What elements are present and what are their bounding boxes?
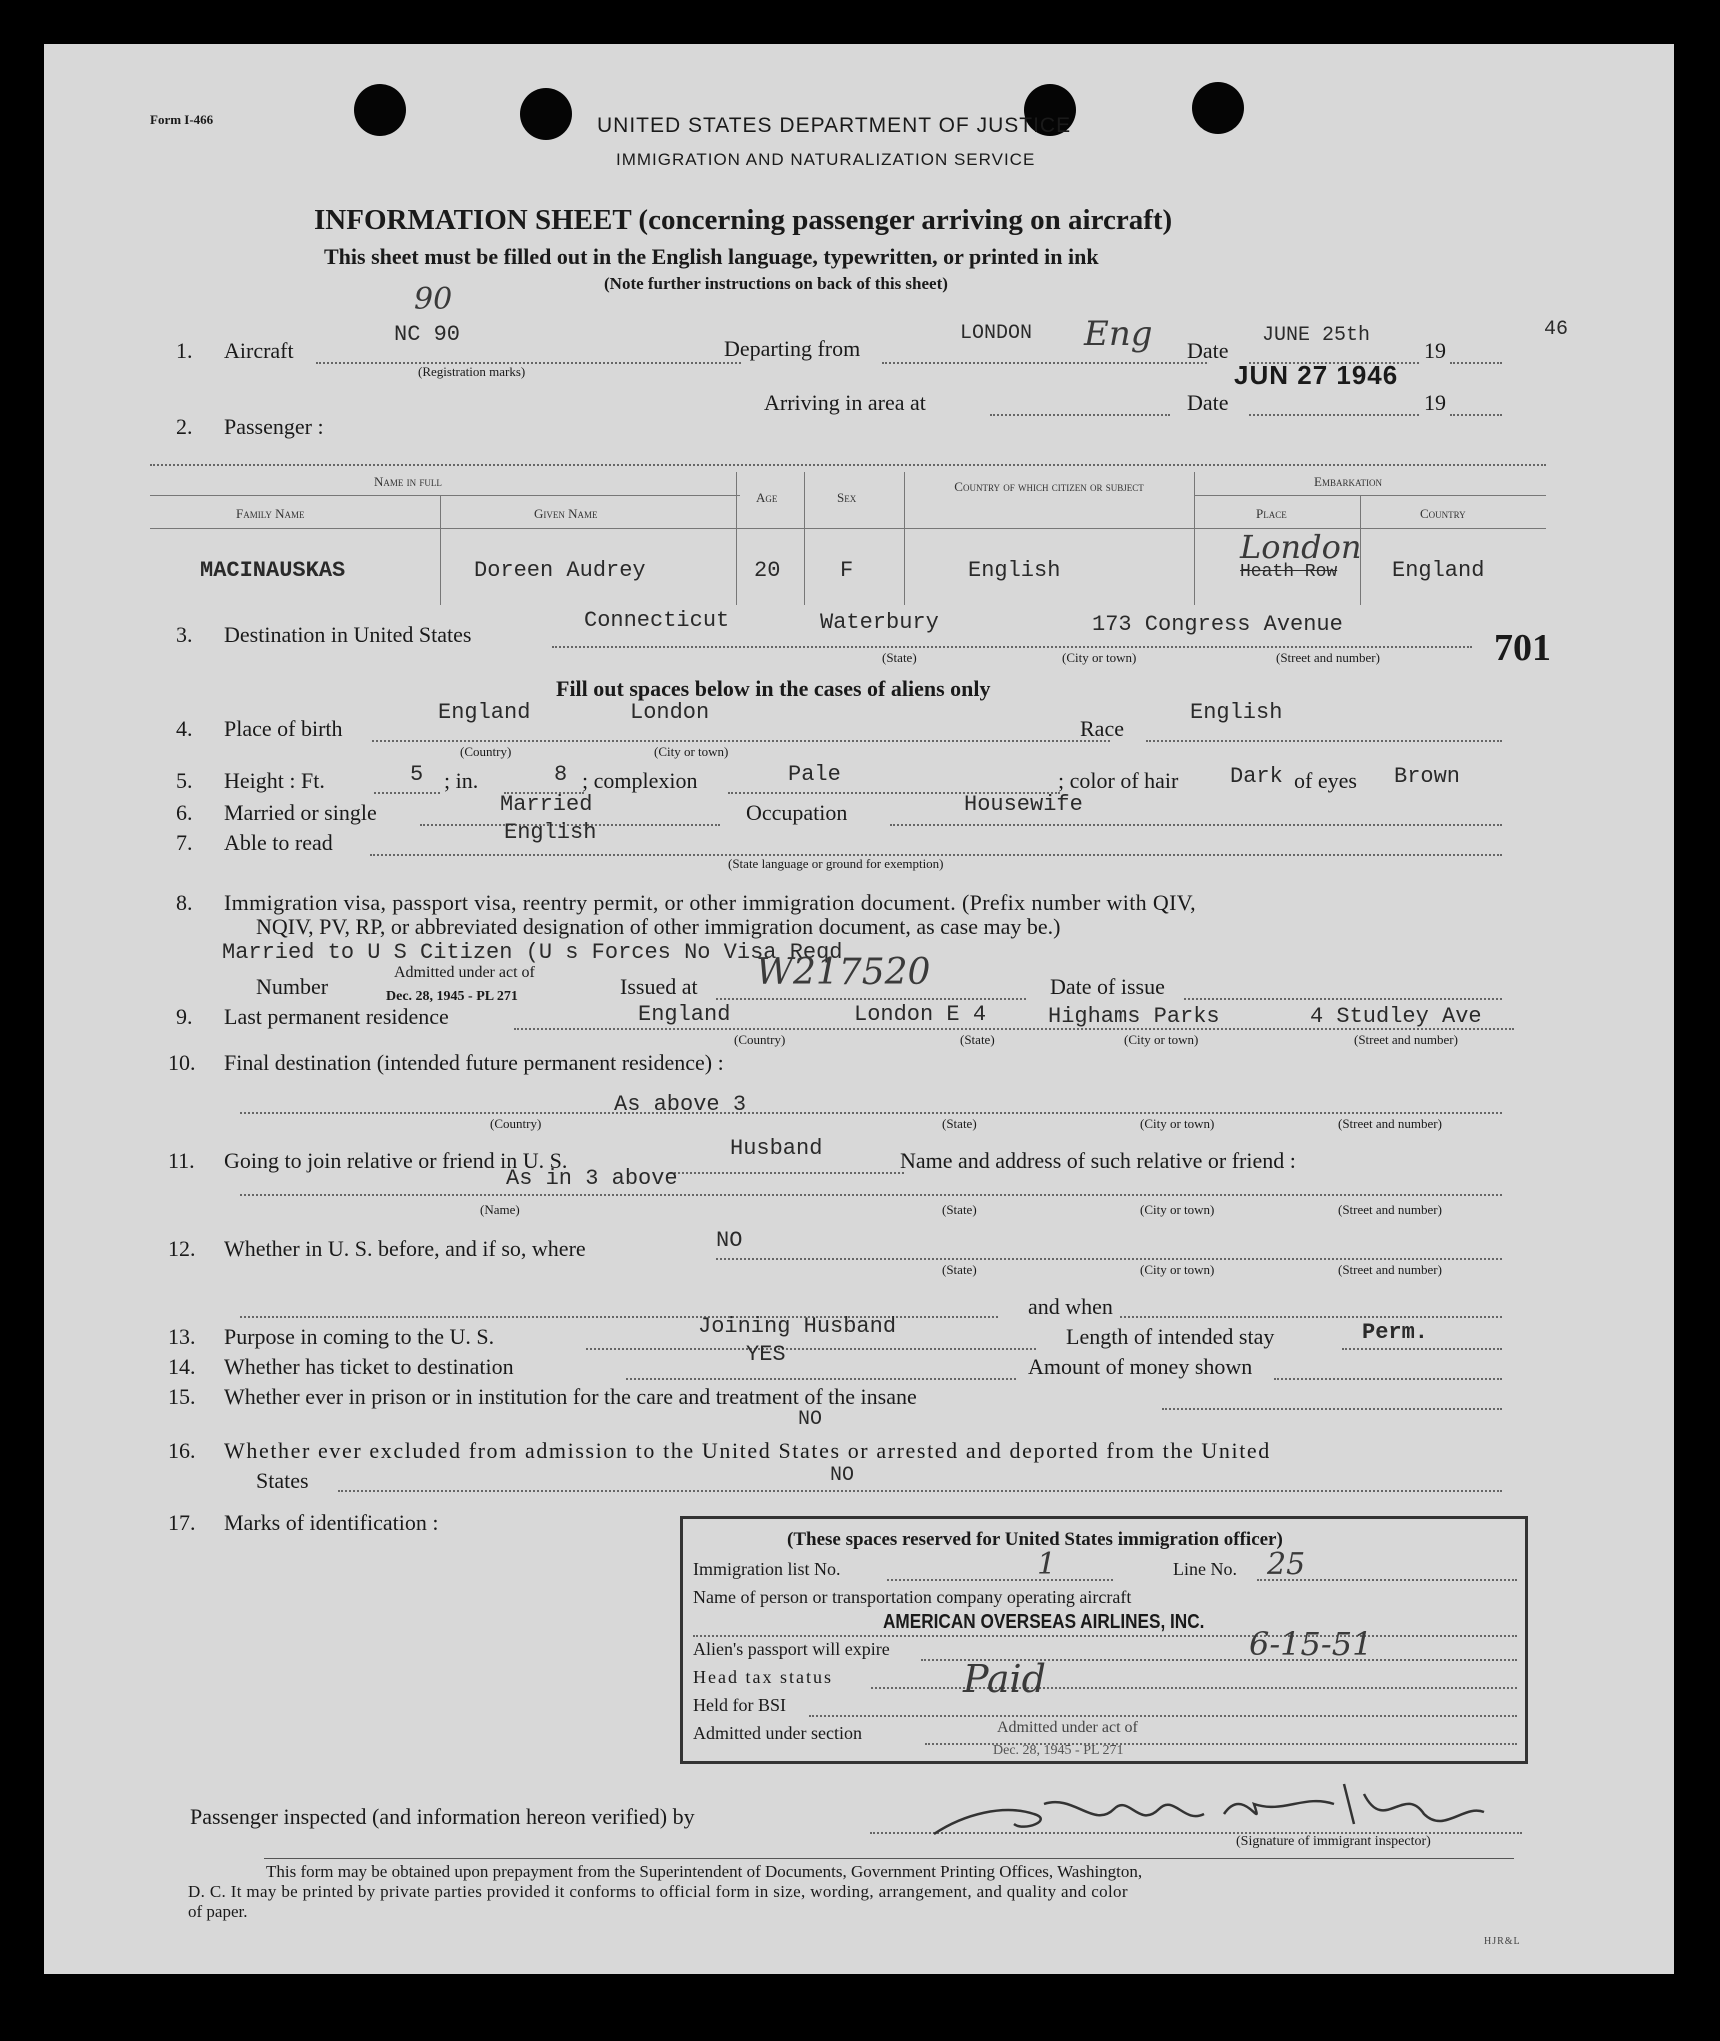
destination-label: Destination in United States <box>224 622 472 647</box>
header-age: Age <box>756 490 778 505</box>
aliens-only-note: Fill out spaces below in the cases of aliens only <box>556 676 991 701</box>
departing-value: LONDON <box>960 322 1033 345</box>
occupation-label: Occupation <box>746 800 848 825</box>
residence-street-caption: (Street and number) <box>1354 1032 1458 1047</box>
q17-number: 17. <box>168 1510 196 1535</box>
excluded-label-2: States <box>256 1468 309 1493</box>
immigration-list-line <box>887 1579 1113 1581</box>
q8-text-line2: NQIV, PV, RP, or abbreviated designation of other immigration document, as case may be.) <box>256 914 1061 939</box>
destination-state: Connecticut <box>584 608 730 633</box>
date-issue-label: Date of issue <box>1050 974 1165 999</box>
read-label: Able to read <box>224 830 333 855</box>
relative-street-caption: (Street and number) <box>1338 1202 1442 1217</box>
birthplace-line <box>372 740 1110 742</box>
q1-number: 1. <box>176 338 193 363</box>
q8-number: 8. <box>176 890 193 915</box>
admitted-section-label: Admitted under section <box>693 1723 862 1743</box>
footer-line-1: This form may be obtained upon prepayment from the Superintendent of Documents, Government Printing Offices, Washington, <box>266 1862 1143 1881</box>
before-street-caption: (Street and number) <box>1338 1262 1442 1277</box>
col-rule-1 <box>440 495 441 605</box>
embark-place-value: Heath Row <box>1240 562 1338 582</box>
embark-place-handwritten: London <box>1240 528 1362 566</box>
registration-caption: (Registration marks) <box>418 364 526 379</box>
departing-line <box>882 362 1207 364</box>
birth-country-caption: (Country) <box>460 744 512 759</box>
q3-number: 3. <box>176 622 193 647</box>
col-rule-4 <box>904 472 905 605</box>
age-value: 20 <box>754 558 781 583</box>
family-name-value: MACINAUSKAS <box>200 558 346 583</box>
married-label: Married or single <box>224 800 377 825</box>
officer-box-title: (These spaces reserved for United States immigration officer) <box>787 1529 1283 1550</box>
issued-at-handwritten: W217520 <box>756 952 931 993</box>
q15-number: 15. <box>168 1384 196 1409</box>
relative-line <box>240 1194 1502 1196</box>
birth-country: England <box>438 700 531 725</box>
aircraft-line <box>316 362 741 364</box>
height-ft-line <box>374 792 440 794</box>
punch-hole-4 <box>1192 82 1244 134</box>
q14-number: 14. <box>168 1354 196 1379</box>
destination-street: 173 Congress Avenue <box>1092 612 1343 637</box>
col-rule-5 <box>1194 472 1195 605</box>
destination-city-caption: (City or town) <box>1062 650 1137 665</box>
join-line <box>670 1172 904 1174</box>
final-destination-value: As above 3 <box>614 1092 747 1117</box>
col-rule-3 <box>804 472 805 605</box>
occupation-line <box>890 824 1502 826</box>
printer-mark: HJR&L <box>1484 1936 1521 1947</box>
prison-line <box>1162 1408 1502 1410</box>
relative-value: As in 3 above <box>506 1166 678 1191</box>
when-line <box>1120 1316 1502 1318</box>
operator-value: AMERICAN OVERSEAS AIRLINES, INC. <box>883 1611 1205 1633</box>
punch-hole-1 <box>354 84 406 136</box>
date-label: Date <box>1187 338 1229 363</box>
instructions-note: (Note further instructions on back of this sheet) <box>604 274 948 293</box>
before-city-caption: (City or town) <box>1140 1262 1215 1277</box>
name-subheader-rule <box>150 495 740 496</box>
bsi-label: Held for BSI <box>693 1695 786 1715</box>
occupation-value: Housewife <box>964 792 1083 817</box>
footer-rule <box>264 1858 1514 1859</box>
eyes-label: of eyes <box>1294 768 1357 793</box>
before-value: NO <box>716 1228 743 1253</box>
q5-number: 5. <box>176 768 193 793</box>
complexion-value: Pale <box>788 762 841 787</box>
immigration-list-value: 1 <box>1037 1547 1057 1582</box>
relative-city-caption: (City or town) <box>1140 1202 1215 1217</box>
departing-handwritten: Eng <box>1084 314 1153 354</box>
before-line <box>716 1258 1502 1260</box>
date-value: JUNE 25th <box>1262 324 1371 347</box>
q9-number: 9. <box>176 1004 193 1029</box>
admitted-stamp-2: Dec. 28, 1945 - PL 271 <box>386 989 518 1004</box>
year-value: 46 <box>1544 318 1569 341</box>
hair-label: ; color of hair <box>1058 768 1179 793</box>
when-label: and when <box>1028 1294 1113 1319</box>
final-destination-line <box>240 1112 1502 1114</box>
ticket-line <box>626 1378 1016 1380</box>
height-ft-value: 5 <box>410 762 424 787</box>
destination-city: Waterbury <box>820 610 939 635</box>
year2-prefix: 19 <box>1424 390 1446 415</box>
year-prefix: 19 <box>1424 338 1446 363</box>
line-no-label: Line No. <box>1173 1559 1237 1579</box>
visa-number-label: Number <box>256 974 329 999</box>
footer-line-3: of paper. <box>188 1902 248 1921</box>
header-emb-country: Country <box>1420 506 1466 521</box>
service-title: IMMIGRATION AND NATURALIZATION SERVICE <box>616 150 1036 169</box>
sex-value: F <box>840 558 854 583</box>
officer-box <box>680 1516 1528 1764</box>
residence-city: Highams Parks <box>1048 1004 1220 1029</box>
read-value: English <box>504 820 597 845</box>
form-sheet <box>44 44 1674 1974</box>
q12-number: 12. <box>168 1236 196 1261</box>
final-street-caption: (Street and number) <box>1338 1116 1442 1131</box>
q8-text-line1: Immigration visa, passport visa, reentry permit, or other immigration document. (Prefix number with QIV, <box>224 890 1197 915</box>
bsi-line <box>809 1715 1517 1717</box>
birth-city-caption: (City or town) <box>654 744 729 759</box>
final-city-caption: (City or town) <box>1140 1116 1215 1131</box>
relative-label: Name and address of such relative or friend : <box>900 1148 1296 1173</box>
table-top-rule <box>150 464 1546 466</box>
visa-typed-value: Married to U S Citizen (U s Forces No Visa Reqd <box>222 940 843 965</box>
prison-label: Whether ever in prison or in institution for the care and treatment of the insane <box>224 1384 917 1409</box>
residence-city-caption: (City or town) <box>1124 1032 1199 1047</box>
issued-at-line <box>716 998 1026 1000</box>
relative-name-caption: (Name) <box>480 1202 520 1217</box>
join-label: Going to join relative or friend in U. S. <box>224 1148 568 1173</box>
money-line <box>1274 1378 1502 1380</box>
inspector-signature <box>924 1774 1524 1844</box>
birth-city: London <box>630 700 710 725</box>
footer-line-2: D. C. It may be printed by private parties provided it conforms to official form in size, wording, arrangement, and quality and color <box>188 1882 1128 1901</box>
header-place: Place <box>1256 506 1287 521</box>
read-caption: (State language or ground for exemption) <box>728 856 944 871</box>
arrival-date-stamp: JUN 27 1946 <box>1234 360 1399 390</box>
before-state-caption: (State) <box>942 1262 977 1277</box>
prison-value: NO <box>798 1408 823 1431</box>
form-number: Form I-466 <box>150 112 214 127</box>
date2-label: Date <box>1187 390 1229 415</box>
passport-value: 6-15-51 <box>1249 1625 1373 1663</box>
citizen-value: English <box>968 558 1061 583</box>
immigration-list-label: Immigration list No. <box>693 1559 841 1579</box>
final-state-caption: (State) <box>942 1116 977 1131</box>
destination-line <box>552 646 1472 648</box>
race-value: English <box>1190 700 1283 725</box>
col-rule-2 <box>736 472 737 605</box>
residence-street: 4 Studley Ave <box>1310 1004 1482 1029</box>
eyes-value: Brown <box>1394 764 1461 789</box>
head-tax-value: Paid <box>963 1657 1046 1701</box>
final-country-caption: (Country) <box>490 1116 542 1131</box>
destination-street-caption: (Street and number) <box>1276 650 1380 665</box>
aircraft-handwritten: 90 <box>414 282 453 317</box>
stay-line <box>1342 1348 1502 1350</box>
year2-line <box>1450 414 1502 416</box>
hair-value: Dark <box>1230 764 1283 789</box>
complexion-label: ; complexion <box>582 768 698 793</box>
q16-number: 16. <box>168 1438 196 1463</box>
height-label: Height : Ft. <box>224 768 325 793</box>
signature-caption: (Signature of immigrant inspector) <box>1236 1834 1431 1849</box>
purpose-line <box>586 1348 1036 1350</box>
operator-label: Name of person or transportation company operating aircraft <box>693 1587 1132 1607</box>
header-embarkation: Embarkation <box>1314 474 1382 489</box>
purpose-label: Purpose in coming to the U. S. <box>224 1324 495 1349</box>
excluded-value: NO <box>830 1464 855 1487</box>
height-in-label: ; in. <box>444 768 479 793</box>
residence-country: England <box>638 1002 731 1027</box>
aircraft-value: NC 90 <box>394 322 461 347</box>
q11-number: 11. <box>168 1148 195 1173</box>
married-value: Married <box>500 792 593 817</box>
join-value: Husband <box>730 1136 823 1161</box>
ticket-value: YES <box>746 1342 786 1367</box>
purpose-value: Joining Husband <box>698 1314 897 1339</box>
departing-label: Departing from <box>724 336 861 361</box>
q4-number: 4. <box>176 716 193 741</box>
relative-state-caption: (State) <box>942 1202 977 1217</box>
residence-country-caption: (Country) <box>734 1032 786 1047</box>
embark-subheader-rule <box>1194 495 1546 496</box>
before-label: Whether in U. S. before, and if so, where <box>224 1236 586 1261</box>
head-tax-label: Head tax status <box>693 1667 833 1687</box>
passenger-label: Passenger : <box>224 414 324 439</box>
aircraft-label: Aircraft <box>224 338 294 363</box>
issued-at-label: Issued at <box>620 974 698 999</box>
box-stamp-1: Admitted under act of <box>997 1719 1138 1736</box>
residence-state: London E 4 <box>854 1002 987 1027</box>
q2-number: 2. <box>176 414 193 439</box>
race-label: Race <box>1080 716 1124 741</box>
date-issue-line <box>1184 998 1502 1000</box>
stay-label: Length of intended stay <box>1066 1324 1275 1349</box>
destination-state-caption: (State) <box>882 650 917 665</box>
header-family-name: Family Name <box>236 506 305 521</box>
q7-number: 7. <box>176 830 193 855</box>
operator-line <box>693 1635 1517 1637</box>
excluded-line <box>338 1490 1502 1492</box>
given-name-value: Doreen Audrey <box>474 558 646 583</box>
residence-label: Last permanent residence <box>224 1004 449 1029</box>
money-label: Amount of money shown <box>1028 1354 1253 1379</box>
excluded-label: Whether ever excluded from admission to the United States or arrested and deported from the United <box>224 1438 1271 1463</box>
birthplace-label: Place of birth <box>224 716 343 741</box>
header-country-citizen: Country of which citizen or subject <box>954 479 1144 494</box>
stamped-number: 701 <box>1494 627 1551 669</box>
arriving-line <box>990 414 1170 416</box>
date2-line <box>1249 414 1419 416</box>
line-no-value: 25 <box>1267 1547 1306 1582</box>
arriving-label: Arriving in area at <box>764 390 926 415</box>
inspected-label: Passenger inspected (and information hereon verified) by <box>190 1804 695 1829</box>
header-sex: Sex <box>837 490 857 505</box>
year-line <box>1450 362 1502 364</box>
stay-value: Perm. <box>1362 1320 1429 1345</box>
q6-number: 6. <box>176 800 193 825</box>
page-subtitle: This sheet must be filled out in the English language, typewritten, or printed in ink <box>324 244 1099 269</box>
header-name-in-full: Name in full <box>374 474 442 489</box>
q13-number: 13. <box>168 1324 196 1349</box>
punch-hole-2 <box>520 88 572 140</box>
passport-label: Alien's passport will expire <box>693 1639 890 1659</box>
embark-country-value: England <box>1392 558 1485 583</box>
height-in-value: 8 <box>554 762 568 787</box>
box-stamp-2: Dec. 28, 1945 - PL 271 <box>993 1743 1124 1758</box>
page-title: INFORMATION SHEET (concerning passenger arriving on aircraft) <box>314 204 1173 236</box>
dept-title: UNITED STATES DEPARTMENT OF JUSTICE <box>597 114 1072 137</box>
admitted-stamp-1: Admitted under act of <box>394 964 535 981</box>
header-given-name: Given Name <box>534 506 598 521</box>
final-destination-label: Final destination (intended future permanent residence) : <box>224 1050 724 1075</box>
residence-state-caption: (State) <box>960 1032 995 1047</box>
q10-number: 10. <box>168 1050 196 1075</box>
marks-label: Marks of identification : <box>224 1510 439 1535</box>
race-line <box>1146 740 1502 742</box>
ticket-label: Whether has ticket to destination <box>224 1354 514 1379</box>
